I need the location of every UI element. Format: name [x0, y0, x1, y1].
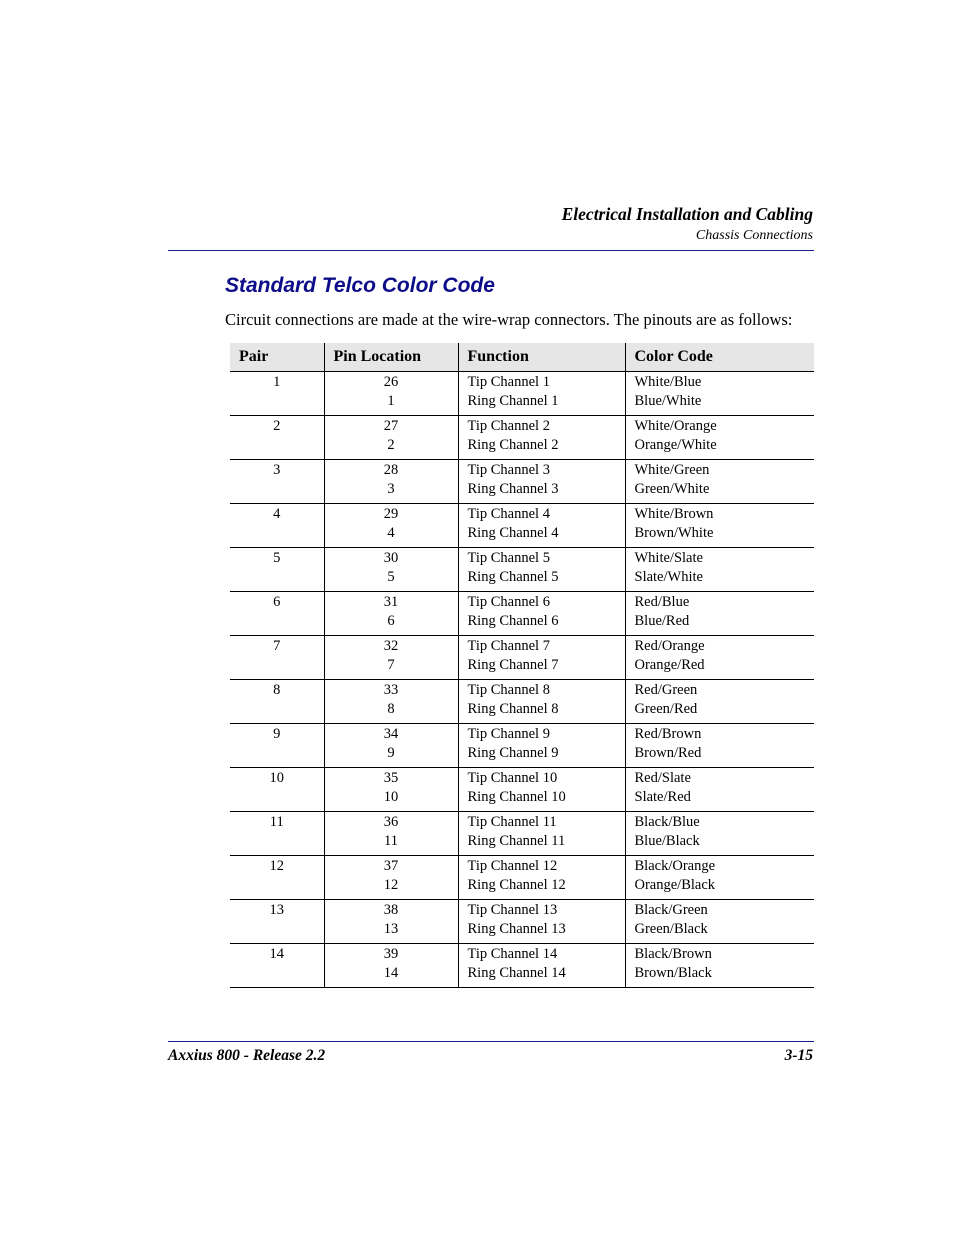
pin-location-cell — [324, 548, 458, 592]
pin-location-cell-line: 35 — [383, 770, 399, 786]
table-row — [230, 636, 814, 680]
function-cell-line: Ring Channel 5 — [467, 568, 559, 585]
pin-location-cell-line: 11 — [384, 832, 398, 849]
pin-location-cell-line: 12 — [383, 876, 399, 893]
function-cell-line: Tip Channel 8 — [467, 682, 550, 698]
table-row — [230, 768, 814, 812]
pin-location-cell-line: 27 — [383, 418, 399, 434]
function-cell-line: Ring Channel 11 — [467, 832, 566, 849]
color-code-cell-line: Blue/Red — [634, 612, 690, 629]
pin-location-cell-line: 1 — [387, 392, 395, 409]
color-code-cell-line: White/Blue — [634, 374, 702, 390]
function-cell-line: Ring Channel 7 — [467, 656, 559, 673]
function-cell — [458, 900, 625, 944]
pin-location-cell-line: 32 — [383, 638, 399, 654]
color-code-cell-line: White/Slate — [634, 550, 703, 566]
pin-location-cell — [324, 680, 458, 724]
pair-cell-line: 11 — [269, 814, 284, 830]
color-code-cell-line: Brown/Red — [634, 744, 702, 761]
function-cell-line: Tip Channel 10 — [467, 770, 558, 786]
function-cell-line: Tip Channel 9 — [467, 726, 550, 742]
pin-location-cell — [324, 768, 458, 812]
table-body — [230, 372, 814, 988]
pin-location-cell-line: 26 — [383, 374, 399, 390]
color-code-cell-line: Blue/White — [634, 392, 702, 409]
pin-location-cell-line: 7 — [387, 656, 395, 673]
color-code-cell-line: White/Green — [634, 462, 710, 478]
color-code-cell-line: Orange/Red — [634, 656, 705, 673]
pair-cell-line: 13 — [269, 902, 284, 918]
header-rule — [168, 250, 814, 251]
table-row — [230, 900, 814, 944]
pair-cell-line: 3 — [273, 462, 281, 478]
pair-cell — [230, 724, 324, 768]
color-code-cell — [625, 548, 814, 592]
function-cell-line: Ring Channel 8 — [467, 700, 559, 717]
pin-location-cell — [324, 504, 458, 548]
pin-location-cell-line: 36 — [383, 814, 399, 830]
pin-location-cell — [324, 416, 458, 460]
function-cell-line: Tip Channel 7 — [467, 638, 550, 654]
color-code-cell-line: Blue/Black — [634, 832, 700, 849]
color-code-cell-line: Red/Green — [634, 682, 698, 698]
pair-cell — [230, 680, 324, 724]
pair-cell-line: 12 — [269, 858, 284, 874]
function-cell-line: Tip Channel 6 — [467, 594, 550, 610]
column-header-function: Function — [458, 343, 625, 372]
function-cell — [458, 548, 625, 592]
color-code-cell — [625, 768, 814, 812]
color-code-cell-line: Red/Slate — [634, 770, 691, 786]
color-code-cell — [625, 812, 814, 856]
footer-page-number: 3-15 — [784, 1047, 813, 1064]
color-code-cell-line: Green/Black — [634, 920, 708, 937]
pin-location-cell-line: 37 — [383, 858, 399, 874]
pair-cell — [230, 856, 324, 900]
pair-cell-line: 9 — [273, 726, 281, 742]
pin-location-cell — [324, 812, 458, 856]
table-row — [230, 680, 814, 724]
pin-location-cell-line: 6 — [387, 612, 395, 629]
function-cell — [458, 372, 625, 416]
pair-cell-line: 7 — [273, 638, 281, 654]
table-row — [230, 504, 814, 548]
color-code-cell-line: Slate/White — [634, 568, 703, 585]
pin-location-cell-line: 3 — [387, 480, 395, 497]
function-cell-line: Tip Channel 3 — [467, 462, 550, 478]
color-code-cell-line: Red/Orange — [634, 638, 705, 654]
function-cell-line: Ring Channel 2 — [467, 436, 559, 453]
function-cell-line: Ring Channel 13 — [467, 920, 566, 937]
function-cell-line: Ring Channel 10 — [467, 788, 566, 805]
pair-cell — [230, 592, 324, 636]
function-cell — [458, 592, 625, 636]
pin-location-cell-line: 13 — [383, 920, 399, 937]
pin-location-cell-line: 29 — [383, 506, 399, 522]
intro-paragraph: Circuit connections are made at the wire-wrap connectors. The pinouts are as follows: — [225, 310, 793, 329]
pair-cell — [230, 812, 324, 856]
color-code-cell — [625, 900, 814, 944]
color-code-cell-line: Brown/Black — [634, 964, 712, 981]
pin-location-cell-line: 10 — [383, 788, 399, 805]
pair-cell — [230, 636, 324, 680]
pin-location-cell-line: 2 — [387, 436, 395, 453]
table-header-row — [230, 343, 814, 372]
function-cell-line: Tip Channel 1 — [467, 374, 550, 390]
color-code-cell-line: Brown/White — [634, 524, 714, 541]
section-subtitle: Chassis Connections — [695, 228, 813, 243]
color-code-cell-line: Black/Brown — [634, 946, 712, 962]
column-header-pin-location: Pin Location — [324, 343, 458, 372]
table-row — [230, 372, 814, 416]
pin-location-cell — [324, 724, 458, 768]
color-code-cell-line: Black/Orange — [634, 858, 716, 874]
table-row — [230, 548, 814, 592]
pin-location-cell-line: 30 — [383, 550, 399, 566]
pair-cell — [230, 460, 324, 504]
pair-cell — [230, 944, 324, 988]
pin-location-cell-line: 5 — [387, 568, 395, 585]
table-row — [230, 416, 814, 460]
pin-location-cell — [324, 944, 458, 988]
color-code-cell-line: Green/White — [634, 480, 710, 497]
pin-location-cell — [324, 460, 458, 504]
function-cell-line: Ring Channel 14 — [467, 964, 566, 981]
pair-cell-line: 6 — [273, 594, 281, 610]
color-code-cell — [625, 460, 814, 504]
chapter-title: Electrical Installation and Cabling — [561, 204, 813, 224]
color-code-cell — [625, 856, 814, 900]
function-cell-line: Ring Channel 9 — [467, 744, 559, 761]
pair-cell-line: 1 — [273, 374, 281, 390]
pair-cell — [230, 372, 324, 416]
pair-cell-line: 8 — [273, 682, 281, 698]
color-code-cell — [625, 372, 814, 416]
function-cell-line: Ring Channel 12 — [467, 876, 566, 893]
color-code-cell — [625, 724, 814, 768]
function-cell — [458, 944, 625, 988]
function-cell-line: Tip Channel 2 — [467, 418, 550, 434]
color-code-cell-line: Slate/Red — [634, 788, 691, 805]
function-cell-line: Ring Channel 3 — [467, 480, 559, 497]
color-code-cell-line: White/Orange — [634, 418, 717, 434]
color-code-cell-line: Orange/Black — [634, 876, 716, 893]
function-cell-line: Ring Channel 6 — [467, 612, 559, 629]
function-cell-line: Ring Channel 1 — [467, 392, 559, 409]
color-code-cell — [625, 592, 814, 636]
color-code-cell — [625, 416, 814, 460]
pin-location-cell-line: 28 — [383, 462, 399, 478]
function-cell — [458, 856, 625, 900]
function-cell — [458, 812, 625, 856]
color-code-cell-line: Red/Blue — [634, 594, 690, 610]
pin-location-cell — [324, 592, 458, 636]
color-code-cell-line: White/Brown — [634, 506, 714, 522]
pin-location-cell-line: 9 — [387, 744, 395, 761]
pair-cell — [230, 548, 324, 592]
table-row — [230, 944, 814, 988]
pair-cell — [230, 504, 324, 548]
page-title: Standard Telco Color Code — [225, 274, 495, 297]
table-row — [230, 592, 814, 636]
pair-cell-line: 4 — [273, 506, 281, 522]
table-row — [230, 724, 814, 768]
pin-location-cell-line: 34 — [383, 726, 399, 742]
function-cell — [458, 636, 625, 680]
pin-location-cell — [324, 900, 458, 944]
color-code-cell — [625, 504, 814, 548]
function-cell-line: Tip Channel 5 — [467, 550, 550, 566]
function-cell-line: Tip Channel 4 — [467, 506, 550, 522]
pair-cell-line: 14 — [269, 946, 284, 962]
column-header-color-code: Color Code — [625, 343, 814, 372]
pin-location-cell-line: 4 — [387, 524, 395, 541]
pin-location-cell — [324, 636, 458, 680]
function-cell-line: Tip Channel 11 — [467, 814, 557, 830]
pin-location-cell-line: 8 — [387, 700, 395, 717]
function-cell — [458, 504, 625, 548]
function-cell — [458, 460, 625, 504]
pin-location-cell-line: 38 — [383, 902, 399, 918]
table-row — [230, 856, 814, 900]
function-cell-line: Tip Channel 13 — [467, 902, 558, 918]
function-cell-line: Ring Channel 4 — [467, 524, 559, 541]
color-code-cell — [625, 944, 814, 988]
color-code-cell — [625, 636, 814, 680]
function-cell-line: Tip Channel 14 — [467, 946, 558, 962]
pair-cell — [230, 900, 324, 944]
table-row — [230, 460, 814, 504]
color-code-cell-line: Black/Green — [634, 902, 708, 918]
pin-location-cell — [324, 372, 458, 416]
pinout-table — [230, 343, 814, 988]
color-code-cell — [625, 680, 814, 724]
pin-location-cell-line: 39 — [383, 946, 399, 962]
pair-cell — [230, 768, 324, 812]
color-code-cell-line: Orange/White — [634, 436, 717, 453]
color-code-cell-line: Green/Red — [634, 700, 698, 717]
function-cell — [458, 416, 625, 460]
pin-location-cell-line: 33 — [383, 682, 399, 698]
column-header-pair: Pair — [230, 343, 324, 372]
pair-cell-line: 2 — [273, 418, 281, 434]
color-code-cell-line: Red/Brown — [634, 726, 702, 742]
footer-rule — [168, 1041, 814, 1042]
function-cell — [458, 768, 625, 812]
pin-location-cell — [324, 856, 458, 900]
function-cell-line: Tip Channel 12 — [467, 858, 558, 874]
function-cell — [458, 724, 625, 768]
pair-cell-line: 5 — [273, 550, 281, 566]
function-cell — [458, 680, 625, 724]
pair-cell — [230, 416, 324, 460]
pair-cell-line: 10 — [269, 770, 284, 786]
footer-product: Axxius 800 - Release 2.2 — [168, 1047, 326, 1064]
pin-location-cell-line: 31 — [383, 594, 399, 610]
pin-location-cell-line: 14 — [383, 964, 399, 981]
color-code-cell-line: Black/Blue — [634, 814, 700, 830]
table-row — [230, 812, 814, 856]
